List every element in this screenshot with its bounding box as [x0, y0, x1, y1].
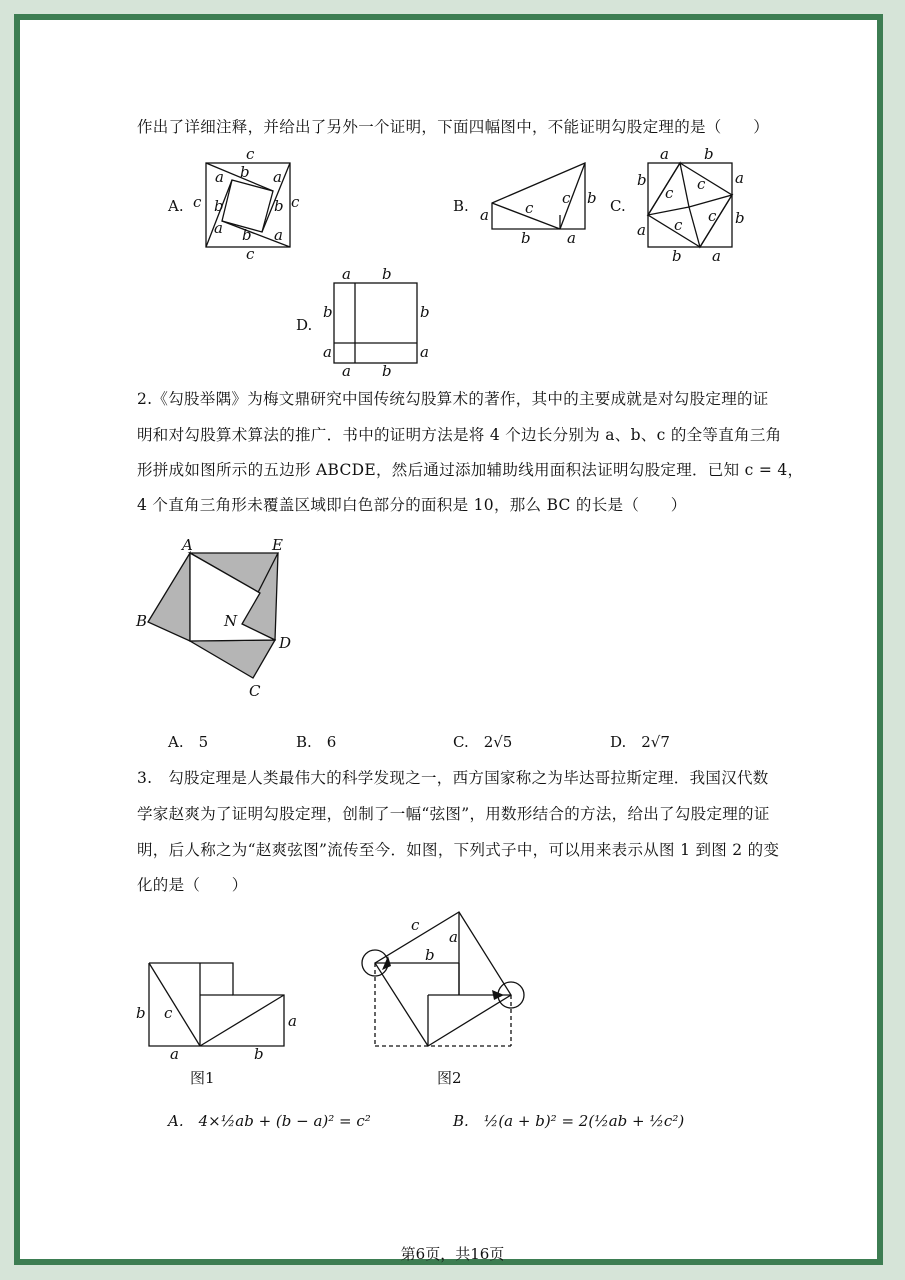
q3-line-2: 学家赵爽为了证明勾股定理，创制了一幅“弦图”，用数形结合的方法，给出了勾股定理的证 [137, 805, 770, 823]
svg-text:c: c [674, 216, 683, 234]
svg-text:c: c [562, 189, 571, 207]
svg-text:b: b [214, 197, 224, 215]
q2-line-1: 2.《勾股举隅》为梅文鼎研究中国传统勾股算术的著作，其中的主要成就是对勾股定理的证 [137, 390, 769, 408]
svg-text:b: b [240, 163, 250, 181]
svg-text:b: b [637, 171, 647, 189]
svg-text:c: c [665, 184, 674, 202]
svg-text:a: a [342, 362, 351, 380]
svg-text:a: a [342, 265, 351, 283]
svg-text:C: C [249, 682, 261, 700]
svg-text:b: b [425, 946, 435, 964]
svg-text:a: a [449, 928, 458, 946]
q1-figure-a [190, 145, 300, 265]
svg-text:b: b [323, 303, 333, 321]
q1-option-a-label: A. [168, 197, 184, 215]
svg-text:b: b [242, 226, 252, 244]
svg-text:a: a [637, 221, 646, 239]
svg-text:b: b [704, 145, 714, 163]
svg-text:c: c [525, 199, 534, 217]
svg-text:b: b [274, 197, 284, 215]
q2-pentagon-figure [130, 530, 310, 710]
page-number-footer: 第6页，共16页 [400, 1245, 505, 1263]
q1-option-d-label: D. [296, 316, 313, 334]
svg-text:E: E [272, 536, 283, 554]
q3-line-3: 明，后人称之为“赵爽弦图”流传至今．如图，下列式子中，可以用来表示从图 1 到图 2 的变 [137, 841, 780, 859]
q2-answer-b: B. 6 [296, 733, 337, 751]
svg-text:a: a [288, 1012, 297, 1030]
svg-text:c: c [291, 193, 300, 211]
svg-text:N: N [224, 612, 238, 630]
svg-text:b: b [136, 1004, 146, 1022]
svg-text:b: b [254, 1045, 264, 1063]
q1-option-c-label: C. [610, 197, 626, 215]
svg-text:B: B [136, 612, 148, 630]
svg-text:a: a [420, 343, 429, 361]
q2-line-4: 4 个直角三角形未覆盖区域即白色部分的面积是 10，那么 BC 的长是（ ） [137, 496, 687, 514]
svg-text:a: a [274, 226, 283, 244]
q3-answer-a: A. 4×½ab + (b − a)² = c² [168, 1112, 371, 1130]
svg-text:c: c [193, 193, 202, 211]
q3-figure-1 [130, 950, 300, 1063]
svg-text:b: b [382, 362, 392, 380]
q2-line-2: 明和对勾股算术算法的推广．书中的证明方法是将 4 个边长分别为 a、b、c 的全等直角三角 [137, 426, 782, 444]
q3-answer-b: B. ½(a + b)² = 2(½ab + ½c²) [453, 1112, 685, 1130]
svg-text:b: b [587, 189, 597, 207]
q3-figure-1-caption: 图1 [190, 1069, 215, 1087]
q1-figure-d [318, 265, 438, 385]
svg-text:a: a [712, 247, 721, 265]
q2-answer-d: D. 2√7 [610, 733, 670, 751]
svg-text:c: c [708, 207, 717, 225]
svg-text:b: b [382, 265, 392, 283]
svg-text:c: c [697, 175, 706, 193]
svg-text:a: a [735, 169, 744, 187]
q1-figure-c [632, 145, 752, 265]
svg-text:b: b [521, 229, 531, 247]
q2-answer-a: A. 5 [168, 733, 209, 751]
svg-text:a: a [567, 229, 576, 247]
svg-text:D: D [279, 634, 292, 652]
q1-option-b-label: B. [453, 197, 469, 215]
svg-text:a: a [273, 168, 282, 186]
svg-text:b: b [420, 303, 430, 321]
svg-text:a: a [214, 219, 223, 237]
q2-answer-c: C. 2√5 [453, 733, 513, 751]
svg-text:b: b [672, 247, 682, 265]
q2-line-3: 形拼成如图所示的五边形 ABCDE，然后通过添加辅助线用面积法证明勾股定理．已知 c = 4， [137, 461, 804, 479]
q1-figure-b [475, 155, 595, 255]
svg-text:a: a [215, 168, 224, 186]
svg-text:c: c [411, 916, 420, 934]
q3-line-1: 3. 勾股定理是人类最伟大的科学发现之一，西方国家称之为毕达哥拉斯定理．我国汉代数 [137, 769, 769, 787]
svg-text:a: a [323, 343, 332, 361]
svg-text:a: a [480, 206, 489, 224]
svg-text:c: c [164, 1004, 173, 1022]
q3-figure-2 [355, 900, 535, 1060]
q3-line-4: 化的是（ ） [137, 876, 248, 894]
svg-text:A: A [182, 536, 193, 554]
svg-text:c: c [246, 245, 255, 263]
q3-figure-2-caption: 图2 [437, 1069, 462, 1087]
svg-text:c: c [246, 145, 255, 163]
svg-text:b: b [735, 209, 745, 227]
q1-intro: 作出了详细注释，并给出了另外一个证明，下面四幅图中，不能证明勾股定理的是（ ） [137, 118, 770, 136]
svg-text:a: a [660, 145, 669, 163]
svg-text:a: a [170, 1045, 179, 1063]
